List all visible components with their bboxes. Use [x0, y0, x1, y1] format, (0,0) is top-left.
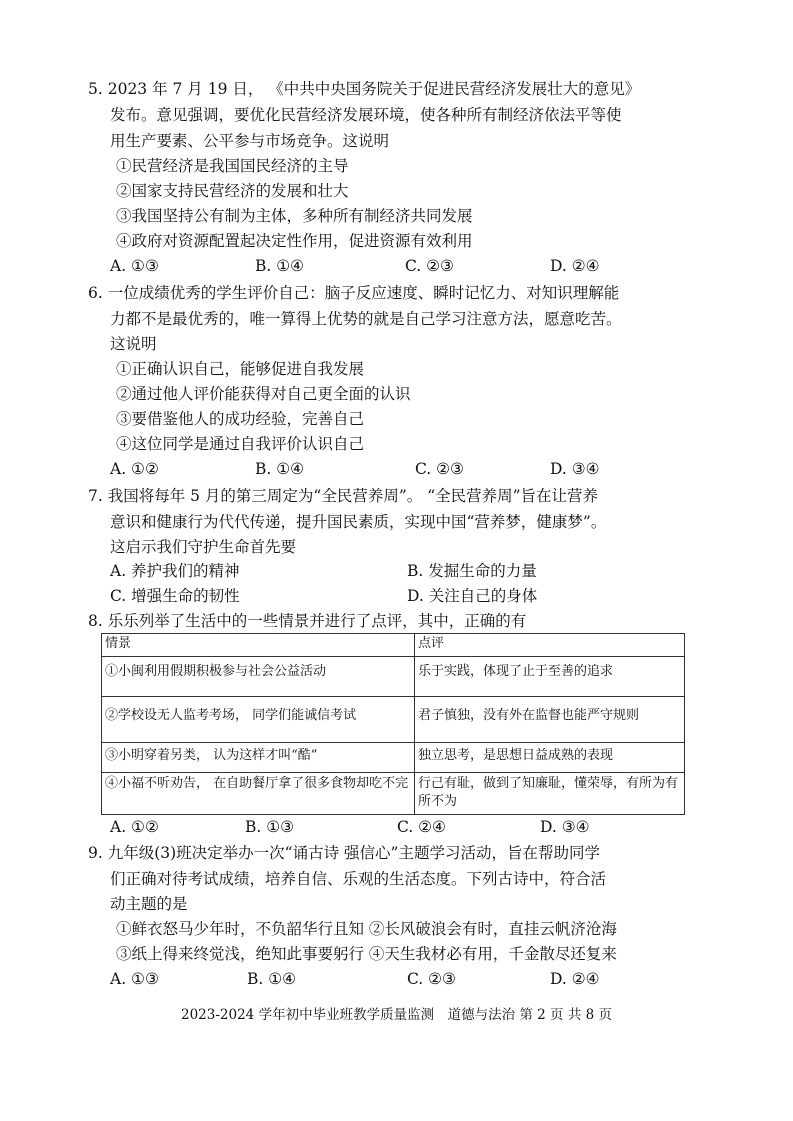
q9-poem-line-1: ①鲜衣怒马少年时，不负韶华行且知 ②长风破浪会有时，直挂云帆济沧海: [116, 920, 617, 938]
q6-stem-line-2: 力都不是最优秀的，唯一算得上优势的就是自己学习注意方法，愿意吃苦。: [110, 310, 622, 328]
table-cell-scene: ③小明穿着另类， 认为这样才叫“酷”: [102, 743, 415, 773]
q6-option-a[interactable]: A. ①②: [110, 460, 159, 478]
table-cell-comment: 独立思考，是思想日益成熟的表现: [415, 743, 685, 773]
q8-option-d[interactable]: D. ③④: [540, 818, 590, 836]
q9-stem-line-1: 9. 九年级(3)班决定举办一次“诵古诗 强信心”主题学习活动，旨在帮助同学: [88, 844, 600, 862]
table-row: [102, 773, 685, 815]
q9-stem-line-3: 动主题的是: [110, 895, 188, 913]
q5-item-2: ②国家支持民营经济的发展和壮大: [116, 182, 349, 200]
q7-option-a[interactable]: A. 养护我们的精神: [110, 562, 240, 580]
q6-item-1: ①正确认识自己，能够促进自我发展: [116, 360, 365, 378]
q5-stem-line-3: 用生产要素、公平参与市场竞争。这说明: [110, 132, 390, 150]
q9-option-c[interactable]: C. ②③: [407, 970, 456, 988]
q6-item-4: ④这位同学是通过自我评价认识自己: [116, 435, 365, 453]
table-header-scene: 情景: [102, 634, 415, 657]
table-row: [102, 657, 685, 697]
q5-item-4: ④政府对资源配置起决定性作用，促进资源有效利用: [116, 232, 473, 250]
table-cell-comment: 乐于实践，体现了止于至善的追求: [415, 657, 685, 697]
q5-item-1: ①民营经济是我国国民经济的主导: [116, 157, 349, 175]
table-cell-scene: ①小闽利用假期积极参与社会公益活动: [102, 657, 415, 697]
table-cell-comment: 行己有耻，做到了知廉耻，懂荣辱，有所为有所不为: [415, 773, 685, 815]
q7-option-b[interactable]: B. 发掘生命的力量: [407, 562, 537, 580]
q7-option-d[interactable]: D. 关注自己的身体: [407, 587, 538, 605]
q6-stem-line-1: 6. 一位成绩优秀的学生评价自己：脑子反应速度、瞬时记忆力、对知识理解能: [88, 284, 620, 302]
q6-option-c[interactable]: C. ②③: [415, 460, 464, 478]
q8-option-c[interactable]: C. ②④: [397, 818, 446, 836]
table-row: [102, 697, 685, 743]
q5-item-3: ③我国坚持公有制为主体，多种所有制经济共同发展: [116, 207, 473, 225]
table-cell-comment: 君子慎独，没有外在监督也能严守规则: [415, 697, 685, 743]
q5-option-b[interactable]: B. ①④: [255, 257, 305, 275]
q7-stem-line-1: 7. 我国将每年 5 月的第三周定为“全民营养周”。 “全民营养周”旨在让营养: [88, 487, 599, 505]
q7-option-c[interactable]: C. 增强生命的韧性: [110, 587, 240, 605]
q5-stem-line-2: 发布。意见强调，要优化民营经济发展环境，使各种所有制经济依法平等使: [110, 106, 622, 124]
q6-stem-line-3: 这说明: [110, 335, 157, 353]
q5-option-d[interactable]: D. ②④: [550, 257, 600, 275]
q9-option-b[interactable]: B. ①④: [247, 970, 297, 988]
q9-option-d[interactable]: D. ②④: [550, 970, 600, 988]
q8-stem: 8. 乐乐列举了生活中的一些情景并进行了点评，其中，正确的有: [88, 612, 527, 630]
q6-option-d[interactable]: D. ③④: [550, 460, 600, 478]
q5-option-a[interactable]: A. ①③: [110, 257, 159, 275]
q9-poem-line-2: ③纸上得来终觉浅，绝知此事要躬行 ④天生我材必有用，千金散尽还复来: [116, 945, 617, 963]
q6-option-b[interactable]: B. ①④: [255, 460, 305, 478]
q5-stem-line-1: 5. 2023 年 7 月 19 日， 《中共中央国务院关于促进民营经济发展壮大的意见》: [88, 80, 641, 98]
page-footer: 2023-2024 学年初中毕业班教学质量监测 道德与法治 第 2 页 共 8 页: [181, 1007, 612, 1023]
q7-stem-line-2: 意识和健康行为代代传递，提升国民素质，实现中国“营养梦，健康梦”。: [110, 513, 607, 531]
q8-scenario-table: [101, 633, 685, 815]
q9-stem-line-2: 们正确对待考试成绩，培养自信、乐观的生活态度。下列古诗中，符合活: [110, 870, 607, 888]
q5-option-c[interactable]: C. ②③: [405, 257, 454, 275]
q9-option-a[interactable]: A. ①③: [110, 970, 159, 988]
q8-option-b[interactable]: B. ①③: [245, 818, 295, 836]
table-cell-scene: ④小福不听劝告， 在自助餐厅拿了很多食物却吃不完: [102, 773, 415, 815]
q7-stem-line-3: 这启示我们守护生命首先要: [110, 538, 297, 556]
table-header-row: [102, 634, 685, 657]
table-cell-scene: ②学校设无人监考考场， 同学们能诚信考试: [102, 697, 415, 743]
q6-item-2: ②通过他人评价能获得对自己更全面的认识: [116, 385, 411, 403]
table-header-comment: 点评: [415, 634, 685, 657]
table-row: [102, 743, 685, 773]
q8-option-a[interactable]: A. ①②: [110, 818, 159, 836]
q6-item-3: ③要借鉴他人的成功经验，完善自己: [116, 410, 365, 428]
